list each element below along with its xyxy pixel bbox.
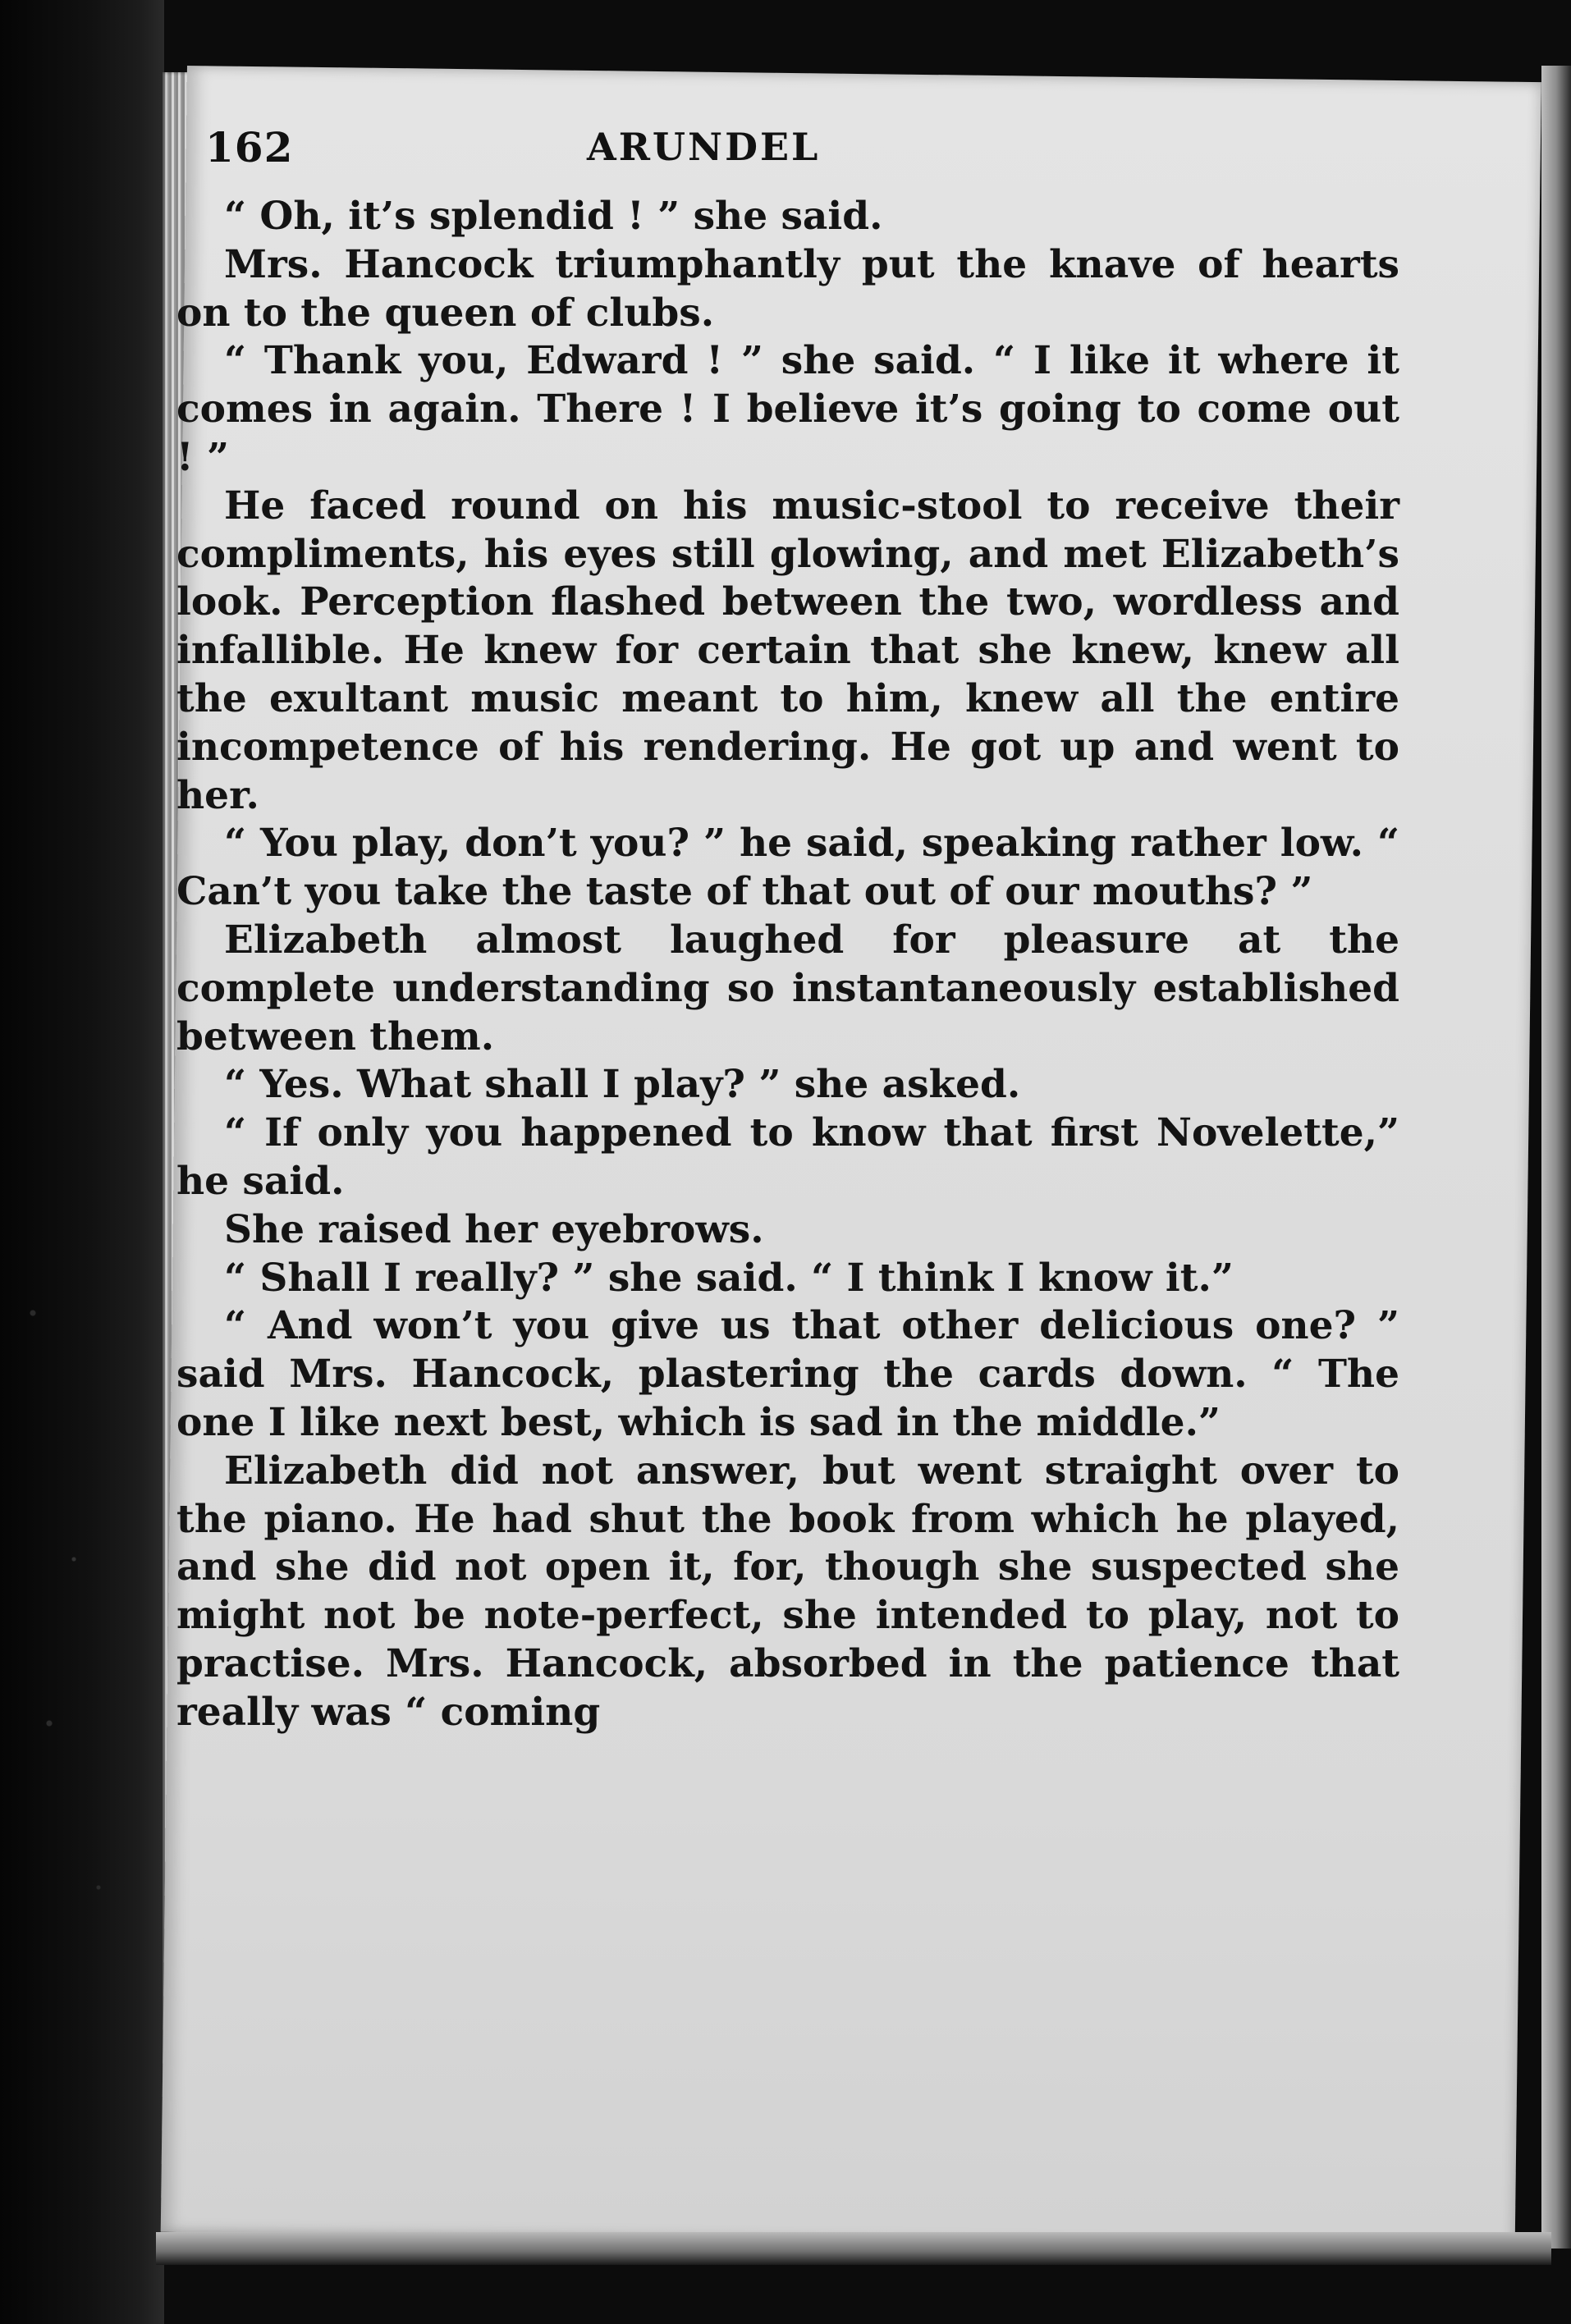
paragraph: “ Yes. What shall I play? ” she asked. bbox=[224, 1062, 1021, 1108]
bottom-page-edge bbox=[156, 2232, 1551, 2265]
paragraph: “ Thank you, Edward ! ” she said. “ I like it where it comes in again. There ! I believe it’s going to come out ! ” bbox=[176, 338, 1399, 480]
paragraph: “ Oh, it’s splendid ! ” she said. bbox=[224, 194, 883, 239]
paragraph: “ Shall I really? ” she said. “ I think I know it.” bbox=[224, 1255, 1234, 1301]
body-text bbox=[176, 193, 1399, 1737]
right-page-edge bbox=[1541, 66, 1571, 2249]
paragraph: “ And won’t you give us that other delicious one? ” said Mrs. Hancock, plastering the cards down. “ The one I like next best, which is sad in the middle.” bbox=[176, 1303, 1399, 1445]
paragraph: Elizabeth did not answer, but went straight over to the piano. He had shut the book from which he played, and she did not open it, for, though she suspected she might not be note-perfect, she intended to play, not to practise. Mrs. Hancock, absorbed in the patience that really was “ coming bbox=[176, 1448, 1399, 1735]
paragraph: Mrs. Hancock triumphantly put the knave of hearts on to the queen of clubs. bbox=[176, 241, 1399, 336]
page-number: 162 bbox=[205, 123, 294, 172]
paragraph: “ You play, don’t you? ” he said, speaking rather low. “ Can’t you take the taste of that out of our mouths? ” bbox=[176, 821, 1399, 915]
page-header bbox=[205, 123, 1395, 189]
paragraph: He faced round on his music-stool to receive their compliments, his eyes still glowing, and met Elizabeth’s look. Perception flashed between the two, wordless and infallible. He knew for certain that she knew, knew all the exultant music meant to him, knew all the entire incompetence of his rendering. He got up and went to her. bbox=[176, 483, 1399, 818]
paragraph: She raised her eyebrows. bbox=[224, 1206, 764, 1252]
binding-shadow bbox=[0, 0, 164, 2324]
paragraph: “ If only you happened to know that first Novelette,” he said. bbox=[176, 1110, 1399, 1204]
running-head: ARUNDEL bbox=[587, 125, 821, 169]
paragraph: Elizabeth almost laughed for pleasure at the complete understanding so instantaneously established between them. bbox=[176, 917, 1399, 1059]
